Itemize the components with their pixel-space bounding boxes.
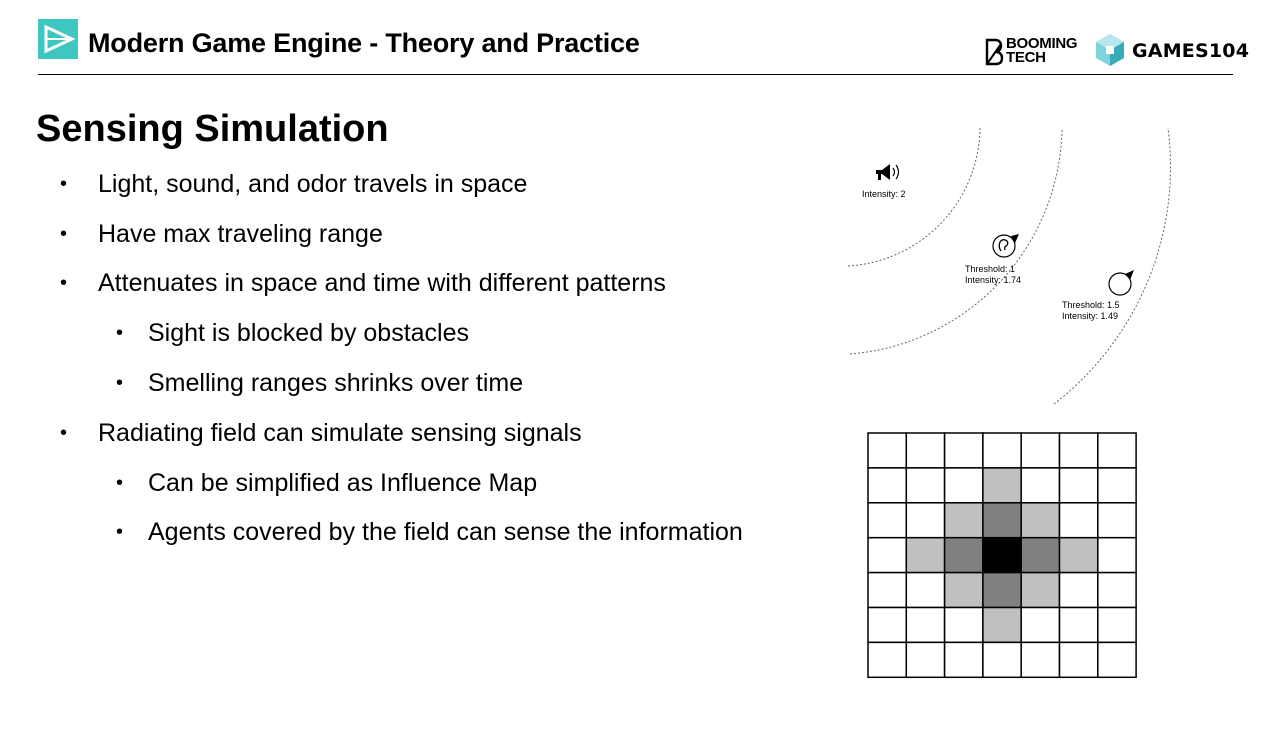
sub-bullet-item: Smelling ranges shrinks over time bbox=[148, 369, 524, 397]
ear-threshold-label: Threshold: 1 bbox=[965, 264, 1016, 274]
bullet-dot: • bbox=[60, 272, 68, 294]
influence-cell bbox=[983, 608, 1021, 643]
influence-map-grid bbox=[866, 431, 1138, 679]
influence-cell bbox=[906, 503, 944, 538]
games104-logo bbox=[1094, 32, 1250, 68]
influence-cell bbox=[906, 468, 944, 503]
sub-bullet-dot: • bbox=[116, 322, 124, 344]
sub-bullet-dot: • bbox=[116, 521, 124, 543]
bullet-dot: • bbox=[60, 223, 68, 245]
influence-cell bbox=[1098, 503, 1136, 538]
sub-bullet-item: Sight is blocked by obstacles bbox=[148, 319, 470, 347]
influence-cell bbox=[983, 642, 1021, 677]
booming-b-icon bbox=[984, 38, 1004, 66]
agent-icon bbox=[1109, 270, 1134, 295]
influence-cell bbox=[1060, 573, 1098, 608]
influence-cell bbox=[1098, 433, 1136, 468]
sub-bullet-dot: • bbox=[116, 372, 124, 394]
influence-cell bbox=[945, 433, 983, 468]
slide-title: Sensing Simulation bbox=[36, 108, 389, 150]
agent-intensity-label: Intensity: 1.49 bbox=[1062, 311, 1119, 321]
sub-bullet-item: Can be simplified as Influence Map bbox=[148, 469, 538, 497]
influence-cell bbox=[1021, 642, 1059, 677]
sub-bullet-item: Agents covered by the field can sense the information bbox=[148, 518, 743, 546]
influence-cell bbox=[868, 468, 906, 503]
influence-cell bbox=[945, 468, 983, 503]
influence-cell bbox=[1021, 503, 1059, 538]
influence-cell bbox=[1098, 573, 1136, 608]
bullet-dot: • bbox=[60, 422, 68, 444]
influence-cell bbox=[868, 608, 906, 643]
games-cube-icon bbox=[1094, 32, 1126, 68]
influence-cell bbox=[1098, 468, 1136, 503]
influence-cell bbox=[906, 608, 944, 643]
bullet-dot: • bbox=[60, 173, 68, 195]
influence-cell bbox=[906, 573, 944, 608]
header-divider bbox=[38, 74, 1233, 75]
influence-cell bbox=[1060, 538, 1098, 573]
games104-text: GAMES104 bbox=[1132, 40, 1250, 62]
influence-cell bbox=[1021, 538, 1059, 573]
ear-icon bbox=[993, 234, 1019, 257]
booming-text-line1: BOOMING bbox=[1006, 35, 1078, 52]
influence-cell bbox=[1021, 573, 1059, 608]
play-logo-icon bbox=[38, 19, 78, 59]
influence-cell bbox=[1098, 642, 1136, 677]
influence-cell bbox=[983, 433, 1021, 468]
booming-text-line2: TECH bbox=[1006, 49, 1046, 66]
ear-intensity-label: Intensity: 1.74 bbox=[965, 275, 1022, 285]
bullet-item: Attenuates in space and time with different patterns bbox=[98, 269, 666, 297]
influence-cell bbox=[1060, 608, 1098, 643]
influence-cell bbox=[1060, 642, 1098, 677]
influence-cell bbox=[983, 538, 1021, 573]
sound-propagation-diagram bbox=[840, 118, 1180, 408]
bullet-item: Have max traveling range bbox=[98, 220, 383, 248]
influence-cell bbox=[1060, 468, 1098, 503]
influence-cell bbox=[945, 503, 983, 538]
megaphone-icon bbox=[876, 164, 899, 180]
source-intensity-label: Intensity: 2 bbox=[862, 189, 906, 199]
influence-cell bbox=[983, 503, 1021, 538]
influence-cell bbox=[906, 642, 944, 677]
slide-header bbox=[0, 0, 1280, 80]
agent-threshold-label: Threshold: 1.5 bbox=[1062, 300, 1120, 310]
influence-cell bbox=[1021, 468, 1059, 503]
influence-cell bbox=[1060, 433, 1098, 468]
influence-cell bbox=[906, 433, 944, 468]
influence-cell bbox=[945, 608, 983, 643]
influence-cell bbox=[1060, 503, 1098, 538]
influence-cell bbox=[983, 573, 1021, 608]
influence-cell bbox=[1021, 433, 1059, 468]
influence-cell bbox=[1098, 608, 1136, 643]
sub-bullet-dot: • bbox=[116, 472, 124, 494]
range-arc-middle bbox=[850, 130, 1062, 354]
influence-cell bbox=[906, 538, 944, 573]
bullet-item: Light, sound, and odor travels in space bbox=[98, 170, 528, 198]
influence-cell bbox=[868, 433, 906, 468]
booming-tech-logo bbox=[984, 36, 1084, 68]
influence-cell bbox=[945, 538, 983, 573]
influence-cell bbox=[868, 503, 906, 538]
range-arc-outer bbox=[1054, 128, 1171, 404]
influence-cell bbox=[945, 642, 983, 677]
influence-cell bbox=[1098, 538, 1136, 573]
influence-cell bbox=[1021, 608, 1059, 643]
influence-cell bbox=[945, 573, 983, 608]
course-title: Modern Game Engine - Theory and Practice bbox=[88, 28, 640, 58]
influence-cell bbox=[868, 642, 906, 677]
influence-cell bbox=[983, 468, 1021, 503]
influence-cell bbox=[868, 538, 906, 573]
bullet-item: Radiating field can simulate sensing signals bbox=[98, 419, 582, 447]
influence-cell bbox=[868, 573, 906, 608]
